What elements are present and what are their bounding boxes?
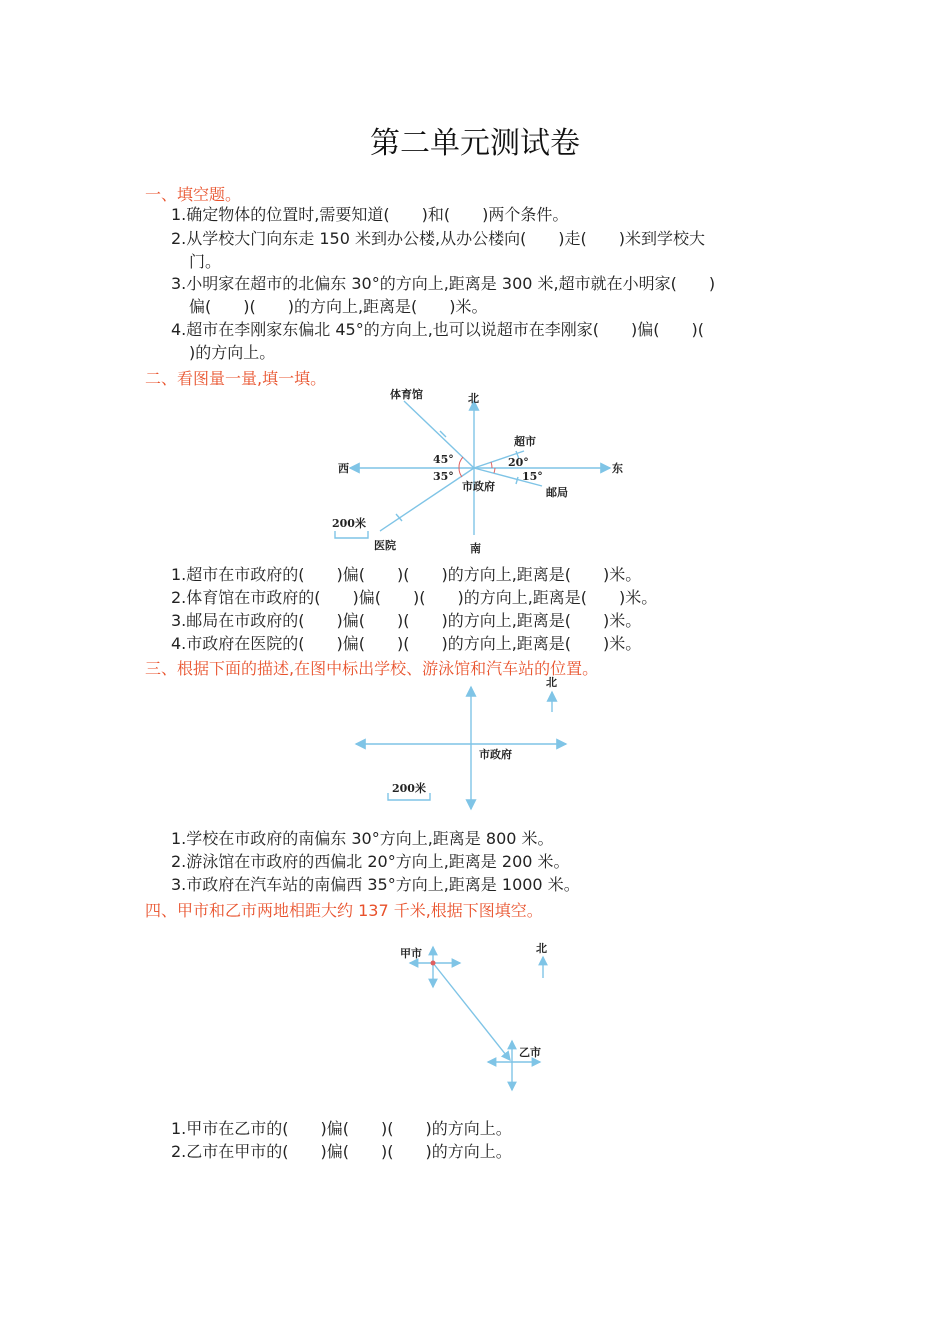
scale-bar bbox=[335, 531, 368, 538]
supermarket-label: 超市 bbox=[514, 435, 536, 448]
question-1-3-line2: 偏( )( )的方向上,距离是( )米。 bbox=[189, 297, 488, 316]
direction-map-1 bbox=[320, 383, 640, 558]
question-2-1: 1.超市在市政府的( )偏( )( )的方向上,距离是( )米。 bbox=[171, 565, 642, 584]
question-1-1: 1.确定物体的位置时,需要知道( )和( )两个条件。 bbox=[171, 205, 569, 224]
city-a-label: 甲市 bbox=[400, 947, 422, 960]
question-2-2: 2.体育馆在市政府的( )偏( )( )的方向上,距离是( )米。 bbox=[171, 588, 658, 607]
city-a-dot bbox=[431, 961, 436, 966]
gym-label: 体育馆 bbox=[390, 388, 423, 401]
question-1-4-line1: 4.超市在李刚家东偏北 45°的方向上,也可以说超市在李刚家( )偏( )( bbox=[171, 320, 705, 339]
hospital-label: 医院 bbox=[374, 539, 396, 552]
section-2-heading: 二、看图量一量,填一填。 bbox=[145, 369, 327, 388]
west-label: 西 bbox=[338, 462, 349, 475]
question-1-2-line2: 门。 bbox=[189, 252, 222, 271]
question-1-4-line2: )的方向上。 bbox=[189, 343, 276, 362]
question-3-1: 1.学校在市政府的南偏东 30°方向上,距离是 800 米。 bbox=[171, 829, 554, 848]
question-3-3: 3.市政府在汽车站的南偏西 35°方向上,距离是 1000 米。 bbox=[171, 875, 580, 894]
scale-label: 200米 bbox=[392, 782, 426, 795]
page-title: 第二单元测试卷 bbox=[370, 126, 580, 161]
question-2-4: 4.市政府在医院的( )偏( )( )的方向上,距离是( )米。 bbox=[171, 634, 642, 653]
city-b-label: 乙市 bbox=[519, 1046, 541, 1059]
east-label: 东 bbox=[612, 462, 623, 475]
north-label: 北 bbox=[546, 676, 557, 689]
post-office-label: 邮局 bbox=[546, 486, 568, 499]
city-hall-label: 市政府 bbox=[462, 480, 495, 493]
question-1-2-line1: 2.从学校大门向东走 150 米到办公楼,从办公楼向( )走( )米到学校大 bbox=[171, 229, 706, 248]
angle-35-label: 35° bbox=[433, 470, 454, 483]
north-label: 北 bbox=[536, 942, 547, 955]
route-line bbox=[433, 963, 510, 1060]
scale-label: 200米 bbox=[332, 517, 366, 530]
question-2-3: 3.邮局在市政府的( )偏( )( )的方向上,距离是( )米。 bbox=[171, 611, 642, 630]
south-label: 南 bbox=[470, 542, 481, 555]
direction-map-3 bbox=[390, 935, 570, 1095]
question-4-1: 1.甲市在乙市的( )偏( )( )的方向上。 bbox=[171, 1119, 512, 1138]
section-3-heading: 三、根据下面的描述,在图中标出学校、游泳馆和汽车站的位置。 bbox=[145, 659, 599, 678]
section-1-heading: 一、填空题。 bbox=[145, 185, 242, 204]
question-3-2: 2.游泳馆在市政府的西偏北 20°方向上,距离是 200 米。 bbox=[171, 852, 570, 871]
question-1-3-line1: 3.小明家在超市的北偏东 30°的方向上,距离是 300 米,超市就在小明家( ) bbox=[171, 274, 716, 293]
question-4-2: 2.乙市在甲市的( )偏( )( )的方向上。 bbox=[171, 1142, 512, 1161]
direction-map-2 bbox=[340, 675, 600, 815]
north-label: 北 bbox=[468, 392, 479, 405]
section-4-heading: 四、甲市和乙市两地相距大约 137 千米,根据下图填空。 bbox=[145, 901, 543, 920]
angle-20-label: 20° bbox=[508, 456, 529, 469]
hospital-ray bbox=[380, 468, 474, 531]
angle-45-label: 45° bbox=[433, 453, 454, 466]
angle-15-label: 15° bbox=[522, 470, 543, 483]
city-hall-label: 市政府 bbox=[479, 748, 512, 761]
